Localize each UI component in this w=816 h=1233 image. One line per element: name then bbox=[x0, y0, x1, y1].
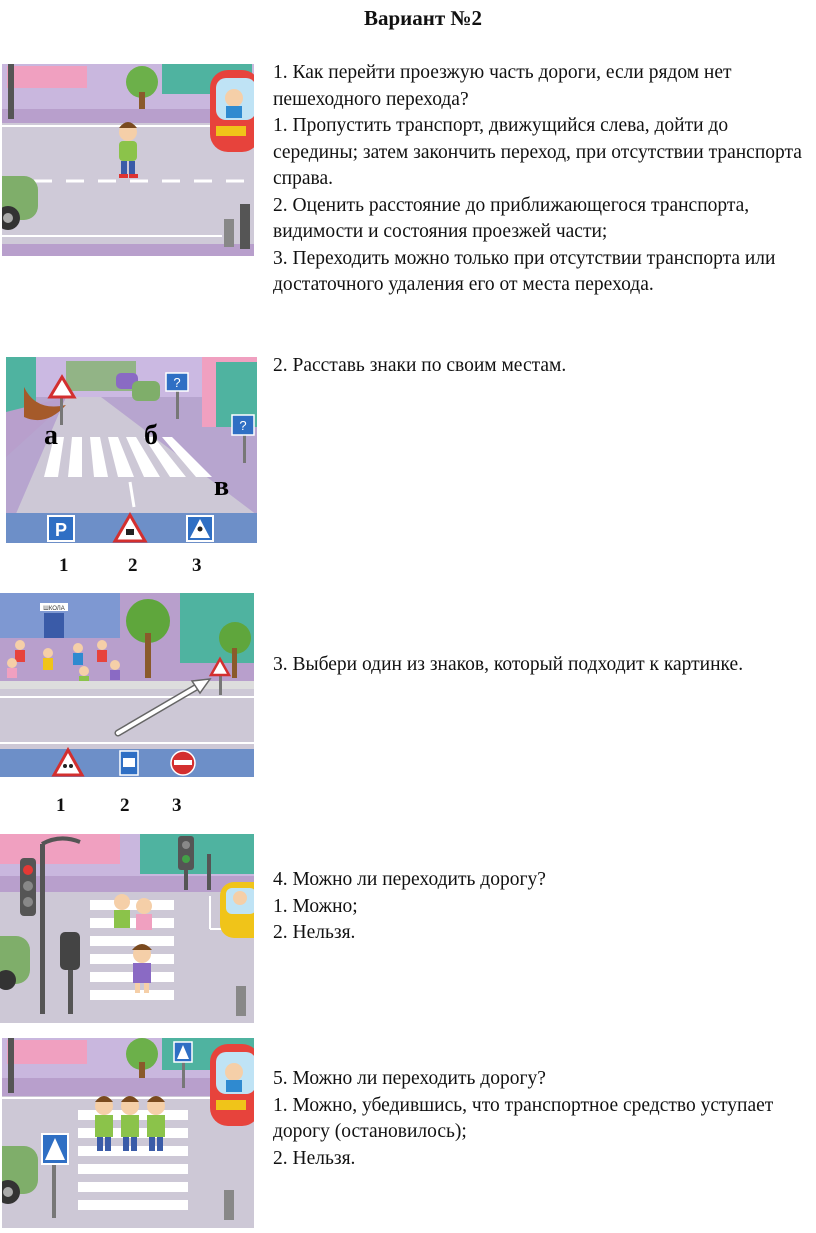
q3-sign-numbers bbox=[0, 795, 260, 819]
bus-stop-sign bbox=[120, 751, 138, 775]
sign-number: 1 bbox=[59, 555, 69, 576]
question-5 bbox=[273, 1066, 803, 1172]
building bbox=[7, 1040, 87, 1064]
position-letter-a: а bbox=[44, 420, 58, 451]
bollard bbox=[224, 219, 234, 247]
illustration-2 bbox=[6, 357, 257, 543]
question-5-text: 5. Можно ли переходить дорогу? bbox=[273, 1068, 546, 1089]
crosswalk-sign bbox=[187, 516, 213, 541]
question-1-text: 1. Как перейти проезжую часть дороги, если рядом нет пешеходного перехода? bbox=[273, 62, 732, 110]
school-sign: ШКОЛА bbox=[43, 606, 65, 612]
question-3 bbox=[273, 652, 803, 679]
question-2 bbox=[273, 353, 803, 380]
question-3-text: 3. Выбери один из знаков, который подходит к картинке. bbox=[273, 654, 744, 675]
sign-number: 3 bbox=[172, 795, 182, 816]
taxi-right bbox=[220, 882, 254, 938]
parking-sign bbox=[48, 516, 74, 541]
building bbox=[7, 66, 87, 88]
sidewalk bbox=[0, 876, 254, 892]
building bbox=[140, 834, 254, 874]
question-sign-label: ? bbox=[239, 418, 247, 433]
question-4-option: 2. Нельзя. bbox=[273, 922, 356, 943]
lamp-post bbox=[8, 64, 14, 119]
question-1-option: 1. Пропустить транспорт, движущийся слева, дойти до середины; затем закончить переход, при отсутствии транспорта справа. bbox=[273, 115, 802, 189]
question-1-option: 2. Оценить расстояние до приближающегося транспорта, видимости и состояния проезжей части; bbox=[273, 194, 750, 242]
bollard bbox=[224, 1190, 234, 1220]
illustration-3 bbox=[0, 593, 254, 777]
question-4-text: 4. Можно ли переходить дорогу? bbox=[273, 869, 546, 890]
question-1 bbox=[273, 60, 803, 299]
question-sign-label: ? bbox=[173, 375, 181, 390]
no-entry-sign bbox=[171, 751, 195, 775]
bus-right bbox=[210, 70, 254, 152]
bollard bbox=[236, 986, 246, 1016]
question-5-option: 1. Можно, убедившись, что транспортное средство уступает дорогу (остановилось); bbox=[273, 1094, 774, 1142]
q2-sign-numbers bbox=[0, 555, 260, 579]
question-5-option: 2. Нельзя. bbox=[273, 1147, 356, 1169]
bus-right bbox=[210, 1044, 254, 1126]
page-title: Вариант №2 bbox=[363, 6, 483, 30]
question-1-option: 3. Переходить можно только при отсутствии транспорта или достаточного удаления его от места перехода. bbox=[273, 247, 776, 295]
position-letter-v: в bbox=[214, 471, 230, 502]
question-4-option: 1. Можно; bbox=[273, 895, 358, 917]
sign-number: 1 bbox=[56, 795, 66, 816]
question-4 bbox=[273, 867, 803, 947]
illustration-1 bbox=[2, 64, 254, 256]
illustration-4 bbox=[0, 834, 254, 1023]
sign-number: 2 bbox=[128, 555, 138, 576]
sign-number: 2 bbox=[120, 795, 130, 816]
sign-number: 3 bbox=[192, 555, 202, 576]
fence bbox=[0, 681, 254, 689]
question-2-text: 2. Расставь знаки по своим местам. bbox=[273, 355, 567, 376]
position-letter-b: б bbox=[144, 420, 158, 451]
parking-sign-label: P bbox=[54, 520, 68, 540]
illustration-5 bbox=[2, 1038, 254, 1228]
